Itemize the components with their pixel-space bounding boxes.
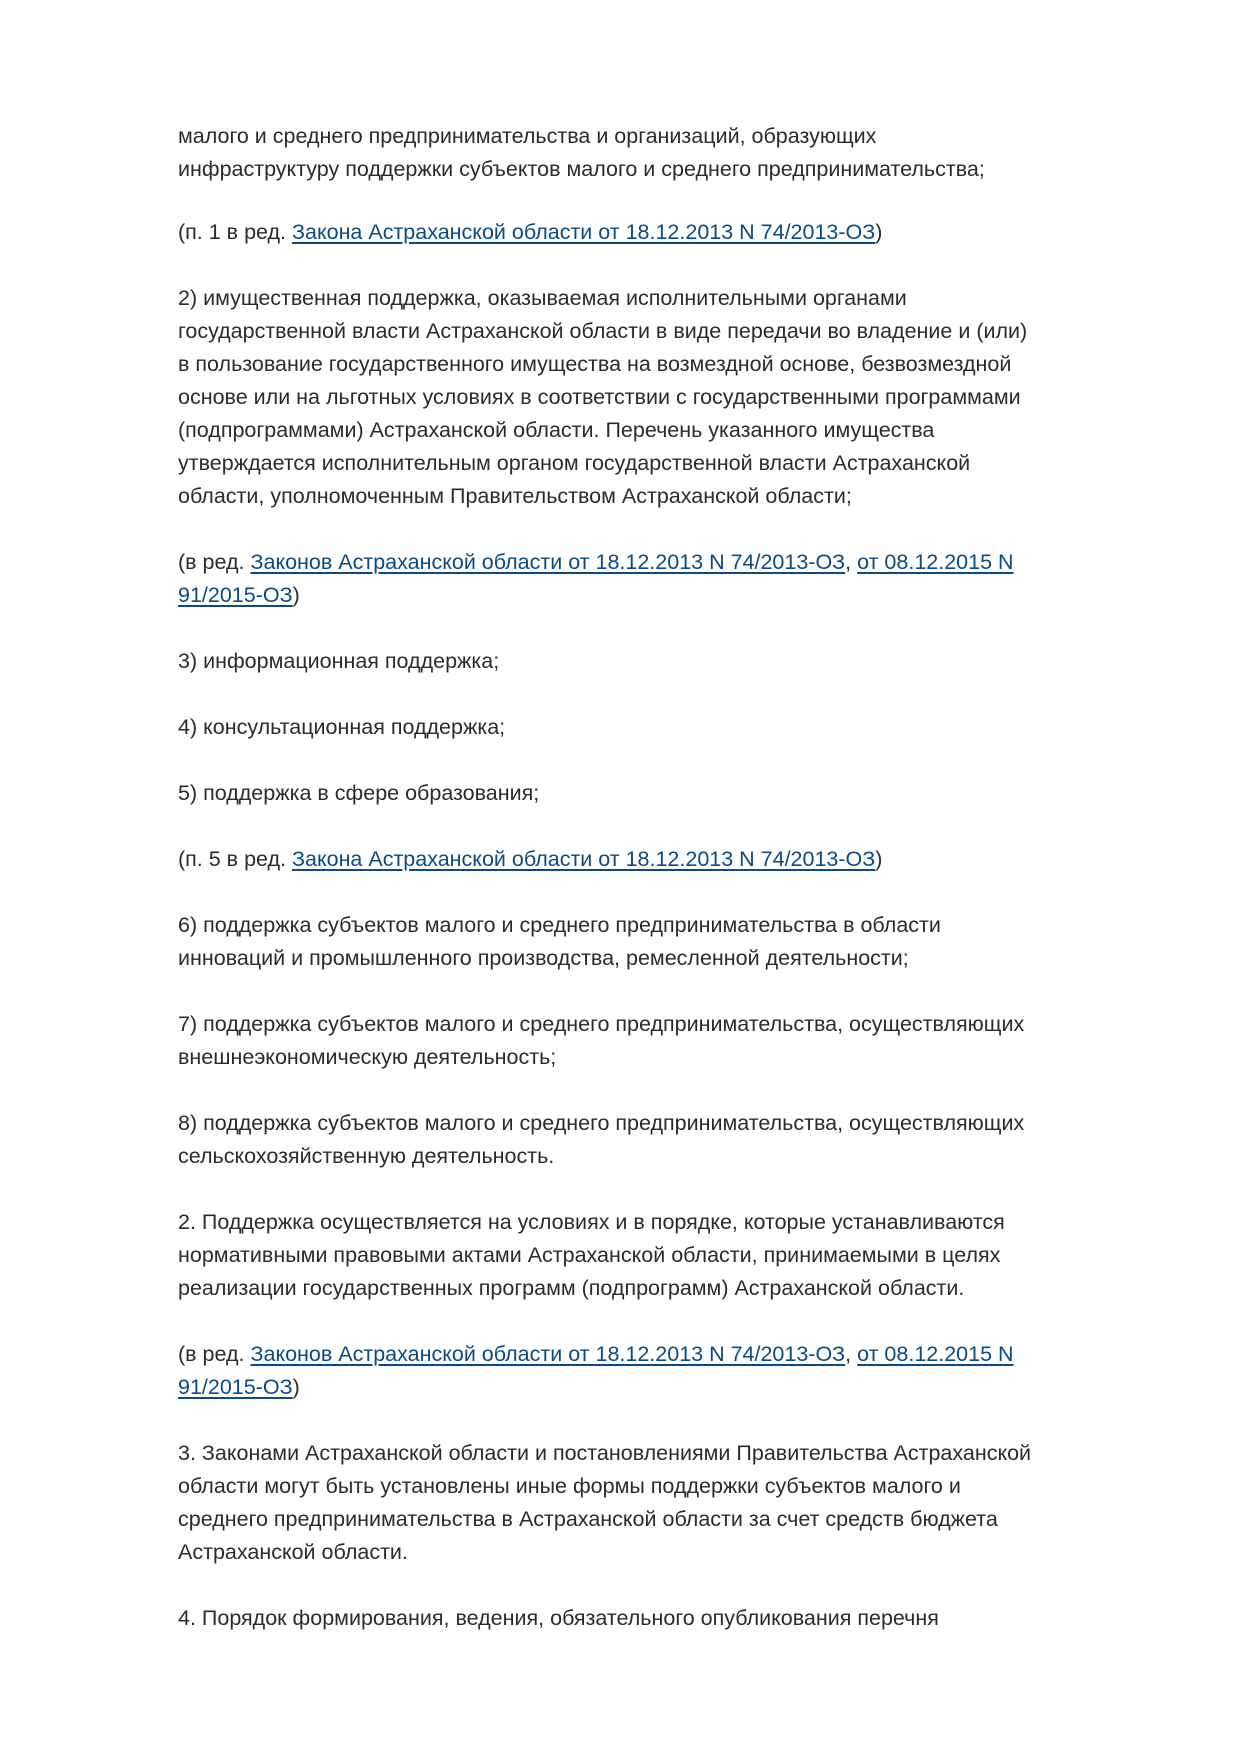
- amendment-prefix: (в ред.: [178, 550, 251, 574]
- paragraph-property-support: 2) имущественная поддержка, оказываемая исполнительными органами государственной власти Астраханской области в виде передачи во владение и (или) в пользование государственного имущества на возмездной основе, безвозмездной основе или на льготных условиях в соответствии с государственными программами (подпрограммами) Астраханской области. Перечень указанного имущества утверждается исполнительным органом государственной власти Астраханской области, уполномоченным Правительством Астраханской области;: [178, 286, 1028, 508]
- paragraph-foreign-trade-support: 7) поддержка субъектов малого и среднего предпринимательства, осуществляющих внешнеэкономическую деятельность;: [178, 1012, 1025, 1069]
- law-link-91-2015[interactable]: от 08.12.2015 N 91/2015-ОЗ: [178, 550, 1014, 607]
- law-link-91-2015[interactable]: от 08.12.2015 N 91/2015-ОЗ: [178, 1342, 1014, 1399]
- amendment-suffix: ): [875, 847, 883, 871]
- laws-link-74-2013[interactable]: Законов Астраханской области от 18.12.2013 N 74/2013-ОЗ: [250, 1342, 846, 1366]
- paragraph-other-support-forms: 3. Законами Астраханской области и постановлениями Правительства Астраханской области могут быть установлены иные формы поддержки субъектов малого и среднего предпринимательства в Астраханской области за счет средств бюджета Астраханской области.: [178, 1441, 1032, 1564]
- paragraph-information-support: 3) информационная поддержка;: [178, 649, 500, 673]
- laws-link-74-2013[interactable]: Законов Астраханской области от 18.12.2013 N 74/2013-ОЗ: [250, 550, 846, 574]
- law-link-74-2013[interactable]: Закона Астраханской области от 18.12.2013 N 74/2013-ОЗ: [292, 220, 876, 244]
- paragraph-support-conditions: 2. Поддержка осуществляется на условиях и в порядке, которые устанавливаются нормативными правовыми актами Астраханской области, принимаемыми в целях реализации государственных программ (подпрограмм) Астраханской области.: [178, 1210, 1005, 1300]
- amendment-suffix: ): [292, 583, 300, 607]
- amendment-note-4: [178, 1338, 1040, 1404]
- amendment-separator: ,: [845, 550, 858, 574]
- paragraph-1: малого и среднего предпринимательства и организаций, образующих инфраструктуру поддержки субъектов малого и среднего предпринимательства;: [178, 124, 985, 181]
- amendment-separator: ,: [845, 1342, 858, 1366]
- paragraph-agriculture-support: 8) поддержка субъектов малого и среднего предпринимательства, осуществляющих сельскохозяйственную деятельность.: [178, 1111, 1025, 1168]
- amendment-note-2: [178, 546, 1040, 612]
- paragraph-education-support: 5) поддержка в сфере образования;: [178, 781, 540, 805]
- amendment-suffix: ): [292, 1375, 300, 1399]
- paragraph-innovation-support: 6) поддержка субъектов малого и среднего предпринимательства в области инноваций и промышленного производства, ремесленной деятельности;: [178, 913, 941, 970]
- amendment-prefix: (в ред.: [178, 1342, 251, 1366]
- paragraph-consulting-support: 4) консультационная поддержка;: [178, 715, 506, 739]
- amendment-suffix: ): [875, 220, 883, 244]
- amendment-prefix: (п. 5 в ред.: [178, 847, 293, 871]
- amendment-note-3: [178, 843, 1040, 876]
- paragraph-list-procedure: 4. Порядок формирования, ведения, обязательного опубликования перечня: [178, 1606, 939, 1630]
- amendment-prefix: (п. 1 в ред.: [178, 220, 293, 244]
- amendment-note-1: [178, 216, 1040, 249]
- law-link-74-2013[interactable]: Закона Астраханской области от 18.12.2013 N 74/2013-ОЗ: [292, 847, 876, 871]
